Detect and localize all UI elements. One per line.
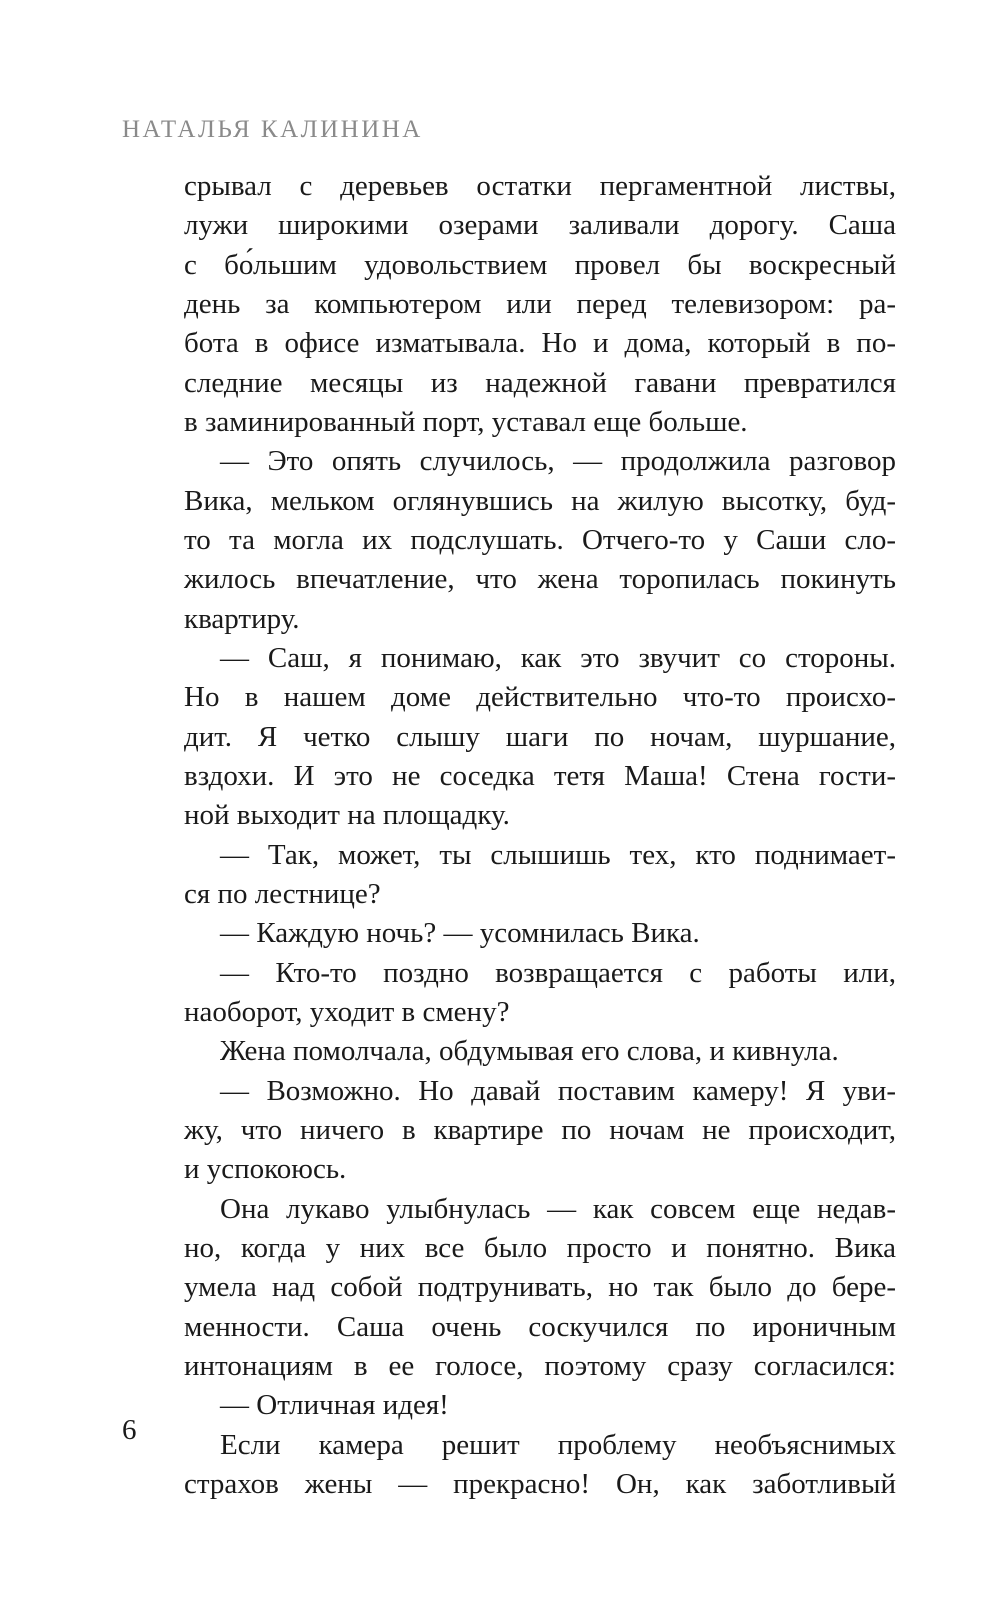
text-line: срывал с деревьев остатки пергаментной листвы, — [184, 170, 896, 202]
text-line: менности. Саша очень соскучился по ироничным — [184, 1310, 896, 1343]
text-line: в заминированный порт, уставал еще больше. — [184, 405, 748, 438]
page-number: 6 — [122, 1414, 137, 1446]
text-line: день за компьютером или перед телевизором: ра- — [184, 287, 896, 320]
text-line: — Каждую ночь? — усомнилась Вика. — [220, 917, 700, 950]
text-line: — Так, может, ты слышишь тех, кто поднимает- — [220, 838, 896, 871]
text-line: умела над собой подтрунивать, но так было до бере- — [184, 1271, 896, 1304]
text-line: наоборот, уходит в смену? — [184, 995, 510, 1028]
text-line: жилось впечатление, что жена торопилась покинуть — [184, 563, 896, 596]
text-line: следние месяцы из надежной гавани превратился — [184, 366, 896, 399]
text-line: ной выходит на площадку. — [184, 799, 510, 832]
text-line: — Это опять случилось, — продолжила разговор — [220, 445, 896, 478]
text-line: лужи широкими озерами заливали дорогу. Саша — [184, 209, 896, 242]
text-line: и успокоюсь. — [184, 1153, 347, 1186]
text-line: страхов жены — прекрасно! Он, как заботливый — [184, 1467, 896, 1500]
text-line: ся по лестнице? — [184, 877, 381, 910]
text-line: Но в нашем доме действительно что-то происхо- — [184, 681, 896, 714]
text-line: интонациям в ее голосе, поэтому сразу согласился: — [184, 1349, 896, 1382]
text-line: — Кто-то поздно возвращается с работы или, — [220, 956, 896, 989]
text-line: Если камера решит проблему необъяснимых — [220, 1428, 896, 1461]
text-line: вздохи. И это не соседка тетя Маша! Стена гости- — [184, 759, 896, 792]
body-text — [184, 167, 896, 1504]
text-line: — Отличная идея! — [220, 1389, 449, 1422]
text-line: но, когда у них все было просто и понятно. Вика — [184, 1231, 896, 1264]
text-line: дит. Я четко слышу шаги по ночам, шуршание, — [184, 720, 896, 753]
running-head: НАТАЛЬЯ КАЛИНИНА — [122, 116, 423, 143]
text-line: то та могла их подслушать. Отчего-то у Саши сло- — [184, 523, 896, 556]
text-line: квартиру. — [184, 602, 300, 635]
text-line: бота в офисе изматывала. Но и дома, который в по- — [184, 327, 896, 360]
text-line: — Возможно. Но давай поставим камеру! Я уви- — [220, 1074, 896, 1107]
text-line: с бо́льшим удовольствием провел бы воскресный — [184, 248, 896, 281]
text-line: — Саш, я понимаю, как это звучит со стороны. — [220, 641, 896, 674]
text-line: жу, что ничего в квартире по ночам не происходит, — [184, 1113, 896, 1146]
text-line: Вика, мельком оглянувшись на жилую высотку, буд- — [184, 484, 896, 517]
text-line: Жена помолчала, обдумывая его слова, и кивнула. — [220, 1035, 839, 1068]
text-line: Она лукаво улыбнулась — как совсем еще недав- — [220, 1192, 896, 1225]
